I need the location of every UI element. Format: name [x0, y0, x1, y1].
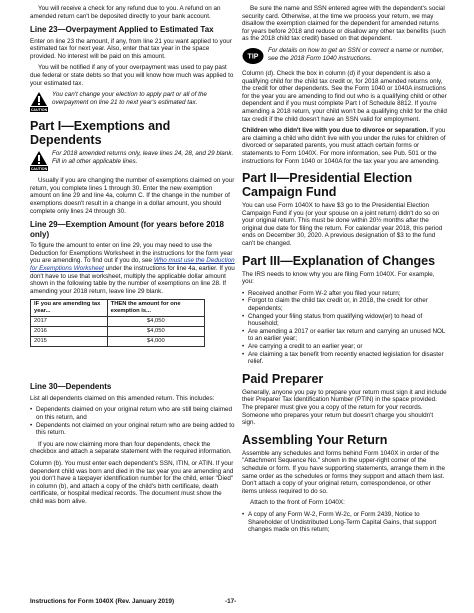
list-item: • Dependents claimed on your original return who are still being claimed on this return, and — [30, 406, 235, 421]
table-cell-year: 2016 — [31, 327, 108, 337]
list-item: • Forgot to claim the child tax credit or, in 2018, the credit for other dependents; — [242, 297, 447, 312]
part2-paragraph: You can use Form 1040X to have $3 go to the Presidential Election Campaign Fund if you (or your spouse on a joint return) didn't do so on your original return. This must be done within 20½ months after the original due date for filing the return. For calendar year 2018, this period ends on December 30, 2020. A previous designation of $3 to the fund can't be changed. — [242, 202, 443, 248]
right-column — [242, 5, 447, 538]
list-item: • Received another Form W-2 after you filed your return; — [242, 290, 447, 298]
part2-heading: Part II—Presidential Election Campaign Fund — [242, 171, 413, 200]
exemption-amount-table — [30, 299, 205, 347]
line29-text-b: under the instructions for line 4a, earlier. If you don't have to use that worksheet, multiply the applicable dollar amount shown in the following table by the number of exemptions on line 28. If amending your 2018 return, leave line 29 blank. — [30, 265, 235, 295]
table-row — [31, 317, 205, 327]
list-item: • Dependents not claimed on your original return who are being added to this return. — [30, 422, 235, 437]
left-column — [30, 5, 235, 510]
refund-check-paragraph: You will receive a check for any refund due to you. A refund on an amended return can't be deposited directly to your bank account. — [30, 5, 221, 20]
table-cell-year: 2017 — [31, 317, 108, 327]
part3-heading: Part III—Explanation of Changes — [242, 253, 436, 268]
line29-paragraph — [30, 242, 235, 295]
caution-text-1: You can't change your election to apply part or all of the overpayment on line 21 to next year's estimated tax. — [52, 91, 207, 106]
table-cell-amount: $4,050 — [107, 327, 204, 337]
list-item: • A copy of any Form W-2, Form W-2c, or Form 2439, Notice to Shareholder of Undistributed Long-Term Capital Gains, that support changes made on this return; — [242, 511, 447, 534]
table-header-amount: THEN the amount for one exemption is... — [107, 300, 204, 317]
deduction-worksheet-link[interactable]: Who must use the Deduction for Exemptions Worksheet — [30, 257, 235, 272]
list-item: • Are carrying a credit to an earlier year; or — [242, 343, 447, 351]
line29-text-a: To figure the amount to enter on line 29, you may need to use the Deduction for Exemptions Worksheet in the instructions for the form year you are amending. To find out if you do, see — [30, 242, 233, 265]
table-cell-amount: $4,050 — [107, 317, 204, 327]
list-item: • Changed your filing status from qualifying widow(er) to head of household; — [242, 313, 447, 328]
table-cell-year: 2015 — [31, 337, 108, 347]
tip-icon — [242, 47, 264, 65]
table-cell-amount: $4,000 — [107, 337, 204, 347]
part1-heading: Part I—Exemptions and Dependents — [30, 119, 171, 148]
column-b-paragraph: Column (b). You must enter each dependent's SSN, ITIN, or ATIN. If your dependent child was born and died in the tax year you are amending and you don't have a taxpayer identification number for the child, enter "Died" in column (b), and attach a copy of the child's birth certificate, death certificate, or hospital medical records. The document must show the child was born alive. — [30, 460, 234, 505]
line23-heading: Line 23—Overpayment Applied to Estimated Tax — [30, 25, 214, 35]
tip-label: TIP — [247, 53, 259, 61]
assembling-heading: Assembling Your Return — [242, 432, 388, 447]
caution-icon — [30, 150, 48, 172]
line30-paragraph: List all dependents claimed on this amended return. This includes: — [30, 394, 215, 402]
tip-callout — [242, 47, 447, 65]
ssn-paragraph: Be sure the name and SSN entered agree with the dependent's social security card. Otherwise, at the time we process your return, we may disallow the exemption claimed for the dependent for amended returns for years before 2018 and reduce or disallow any other tax benefits (such as the 2018 child tax credit) based on that dependent. — [242, 5, 446, 43]
caution-label: CAUTION — [30, 108, 48, 113]
attach-bullet-list — [242, 511, 447, 534]
line30-heading: Line 30—Dependents — [30, 382, 112, 392]
children-paragraph — [242, 127, 447, 165]
children-bold-lead: Children who didn't live with you due to divorce or separation. — [242, 127, 429, 135]
line23-paragraph-a: Enter on line 23 the amount, if any, from line 21 you want applied to your estimated tax for next year. Also, enter that tax year in the space provided. No interest will be paid on this amount. — [30, 37, 232, 60]
page-number: -17- — [225, 598, 237, 605]
spacer — [30, 353, 235, 377]
table-row — [31, 327, 205, 337]
caution-icon — [30, 91, 48, 113]
line23-paragraph-b: You will be notified if any of your overpayment was used to pay past due federal or state debts so that you will know how much was applied to your estimated tax. — [30, 64, 234, 87]
list-item: • Are claiming a tax benefit from recently enacted legislation for disaster relief. — [242, 351, 447, 366]
caution-label: CAUTION — [30, 167, 48, 172]
tip-text: For details on how to get an SSN or correct a name or number, see the 2018 Form 1040 instructions. — [268, 46, 444, 62]
column-d-paragraph: Column (d). Check the box in column (d) if your dependent is also a qualifying child for the child tax credit or, for 2018 amended returns only, the credit for other dependents. See the Form 1040 or 1040A instructions for the year you are amending to find out who is a qualifying child or other dependent and if you must complete Part I of Schedule 8812. If you're amending a 2018 return, your child won't be a qualifying child for the child tax credit if the child doesn't have an SSN valid for employment. — [242, 69, 447, 123]
children-text: If you are claiming a child who didn't live with you under the rules for children of divorced or separated parents, you must attach certain forms or statements to Form 1040X. For more information, see Pub. 501 or the instructions for Form 1040 or 1040A for the tax year you are amending. — [242, 127, 446, 165]
table-row — [31, 337, 205, 347]
part3-paragraph: The IRS needs to know why you are filing Form 1040X. For example, you: — [242, 270, 435, 286]
part1-paragraph: Usually if you are changing the number of exemptions claimed on your return, you complete lines 1 through 30. Enter the new exemption amount on line 29 and line 4a, column C. If the change in the number of exemptions doesn't result in a change in a dollar amount, you should complete only lines 24 through 30. — [30, 177, 235, 215]
list-item: • Are amending a 2017 or earlier tax return and carrying an unused NOL to an earlier year; — [242, 328, 447, 343]
table-header-year: IF you are amending tax year... — [31, 300, 108, 317]
paid-preparer-heading: Paid Preparer — [242, 371, 324, 386]
caution-callout-1 — [30, 91, 235, 113]
line30-bullet-list — [30, 406, 235, 436]
paid-preparer-paragraph: Generally, anyone you pay to prepare your return must sign it and include their Preparer Tax Identification Number (PTIN) in the space provided. The preparer must give you a copy of the return for your records. Someone who prepares your return but doesn't charge you shouldn't sign. — [242, 388, 447, 427]
footer-title: Instructions for Form 1040X (Rev. January 2019) — [30, 598, 175, 605]
assembling-paragraph: Assemble any schedules and forms behind Form 1040X in order of the "Attachment Sequence No." shown in the upper-right corner of the schedule or form. If you have supporting statements, arrange them in the same order as the schedules or forms they support and attach them last. Don't attach a copy of your original return, correspondence, or other items unless required to do so. — [242, 449, 446, 495]
line29-heading: Line 29—Exemption Amount (for years before 2018 only) — [30, 220, 224, 239]
part3-bullet-list — [242, 290, 447, 366]
attach-paragraph: Attach to the front of Form 1040X: — [250, 499, 345, 507]
caution-text-2: For 2018 amended returns only, leave lines 24, 28, and 29 blank. Fill in all other applicable lines. — [52, 150, 234, 165]
caution-callout-2 — [30, 150, 235, 172]
line30-paragraph-b: If you are now claiming more than four dependents, check the checkbox and attach a separate statement with the required information. — [30, 440, 232, 456]
